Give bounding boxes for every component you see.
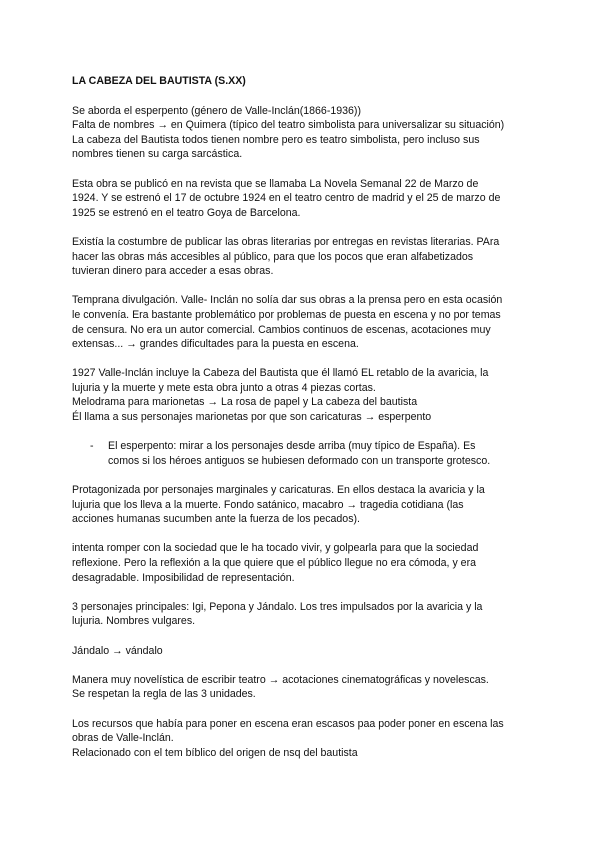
paragraph-esperpento-intro (72, 104, 542, 162)
text-line: le convenía. Era bastante problemático por problemas de puesta en escena y no por temas (72, 308, 501, 321)
bullet-item-esperpento (72, 439, 542, 468)
paragraph-characters (72, 600, 542, 629)
text-line: reflexione. Pero la reflexión a la que quiere que el público llegue no era cómoda, y era (72, 557, 476, 569)
text-line: nombres tienen su carga sarcástica. (72, 148, 243, 161)
text-line: 1927 Valle-Inclán incluye la Cabeza del Bautista que él llamó EL retablo de la avaricia, la (72, 367, 489, 380)
text-line: Manera muy novelística de escribir teatro → acotaciones cinematográficas y novelescas. (72, 673, 489, 686)
text-line: 1925 se estrenó en el teatro Goya de Barcelona. (72, 206, 301, 219)
text-line: de censura. No era un autor comercial. Cambios continuos de escenas, acotaciones muy (72, 323, 491, 336)
paragraph-resources (72, 717, 542, 761)
text-line: Protagonizada por personajes marginales y caricaturas. En ellos destaca la avaricia y la (72, 484, 485, 497)
paragraph-jandalo (72, 644, 542, 659)
text-line: intenta romper con la sociedad que le ha tocado vivir, y golpearla para que la sociedad (72, 542, 479, 555)
text-line: Existía la costumbre de publicar las obras literarias por entregas en revistas literarias. PAra (72, 235, 500, 248)
text-line: extensas... → grandes dificultades para la puesta en escena. (72, 338, 359, 351)
text-line: El esperpento: mirar a los personajes desde arriba (muy típico de España). Es (108, 440, 476, 453)
document-title: LA CABEZA DEL BAUTISTA (S.XX) (72, 75, 246, 87)
bullet-marker: - (90, 440, 94, 453)
text-line: 3 personajes principales: Igi, Pepona y Jándalo. Los tres impulsados por la avaricia y la (72, 600, 483, 613)
text-line: Melodrama para marionetas → La rosa de papel y La cabeza del bautista (72, 396, 418, 409)
text-line: Los recursos que había para poner en escena eran escasos paa poder poner en escena las (72, 717, 504, 730)
text-line: tuvieran dinero para acceder a esas obras. (72, 265, 274, 278)
paragraph-novelistic (72, 673, 542, 702)
text-line: Él llama a sus personajes marionetas por que son caricaturas → esperpento (72, 411, 432, 424)
paragraph-publication (72, 177, 542, 221)
text-line: acciones humanas sucumben ante la fuerza de los pecados). (72, 513, 360, 526)
text-line: lujuria que los lleva a la muerte. Fondo satánico, macabro → tragedia cotidiana (las (72, 498, 464, 511)
paragraph-divulgation (72, 293, 542, 351)
text-line: lujuria y la muerte y mete esta obra junto a otras 4 piezas cortas. (72, 381, 376, 394)
text-line: lujuria. Nombres vulgares. (72, 615, 196, 628)
document-page (72, 74, 542, 775)
text-line: Se aborda el esperpento (género de Valle-Inclán(1866-1936)) (72, 104, 361, 117)
text-line: desagradable. Imposibilidad de representación. (72, 571, 295, 584)
text-line: Se respetan la regla de las 3 unidades. (72, 688, 256, 701)
text-line: La cabeza del Bautista todos tienen nombre pero es teatro simbolista, pero incluso sus (72, 133, 480, 146)
text-line: comos si los héroes antiguos se hubiesen deformado con un transporte grotesco. (108, 454, 491, 467)
text-line: obras de Valle-Inclán. (72, 732, 174, 745)
text-line: Jándalo → vándalo (72, 644, 163, 657)
text-line: hacer las obras más accesibles al público, para que los pocos que eran alfabetizados (72, 250, 474, 263)
text-line: Falta de nombres → en Quimera (típico del teatro simbolista para universalizar su situación) (72, 119, 505, 132)
paragraph-protagonists (72, 483, 542, 527)
text-line: Relacionado con el tem bíblico del origen de nsq del bautista (72, 746, 358, 759)
paragraph-1927 (72, 366, 542, 424)
text-line: 1924. Y se estrenó el 17 de octubre 1924 en el teatro centro de madrid y el 25 de marzo de (72, 192, 501, 205)
text-line: Temprana divulgación. Valle- Inclán no solía dar sus obras a la prensa pero en esta ocasión (72, 294, 503, 307)
paragraph-society (72, 541, 542, 585)
paragraph-custom-publishing (72, 235, 542, 279)
text-line: Esta obra se publicó en na revista que se llamaba La Novela Semanal 22 de Marzo de (72, 177, 479, 190)
